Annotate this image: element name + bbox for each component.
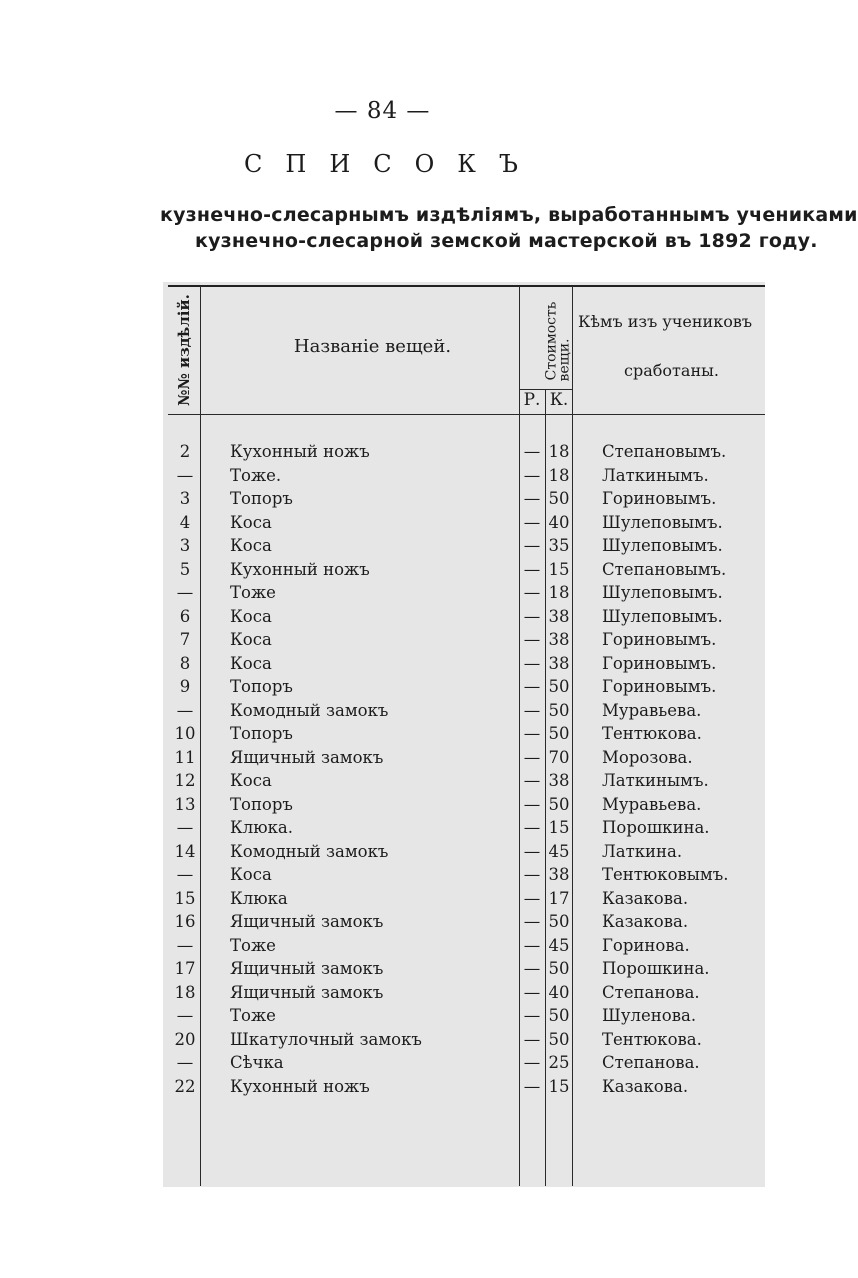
item-rubles: — — [523, 465, 541, 485]
item-kopecks: 50 — [548, 677, 570, 696]
header-cost: Стоимость — [543, 301, 560, 381]
table-row — [0, 513, 765, 537]
table-row — [0, 1053, 765, 1077]
item-rubles: — — [523, 888, 541, 908]
item-number: — — [176, 465, 194, 485]
item-rubles: — — [523, 747, 541, 767]
item-number: 17 — [174, 959, 196, 978]
item-number: 16 — [174, 912, 196, 931]
item-rubles: — — [523, 583, 541, 602]
item-number: 12 — [174, 771, 196, 790]
item-rubles: — — [523, 700, 541, 720]
item-number: 9 — [179, 677, 191, 696]
table-row — [0, 748, 765, 772]
item-maker: Горинова. — [602, 935, 690, 955]
item-name: Кухонный ножъ — [230, 1076, 370, 1096]
item-kopecks: 50 — [548, 959, 570, 978]
item-kopecks: 18 — [548, 442, 570, 461]
item-name: Коса — [230, 630, 272, 649]
item-maker: Казакова. — [602, 888, 689, 908]
item-number: 3 — [179, 536, 191, 555]
header-who: Кѣмъ изъ учениковъ — [578, 312, 753, 331]
item-rubles: — — [523, 794, 541, 814]
item-name: Коса — [230, 536, 272, 555]
item-name: Топоръ — [230, 794, 293, 814]
item-rubles: — — [523, 959, 541, 978]
item-name: Комодный замокъ — [230, 841, 389, 861]
item-number: 20 — [174, 1029, 196, 1049]
item-maker: Латкина. — [602, 841, 683, 861]
item-kopecks: 50 — [548, 1006, 570, 1025]
table-row — [0, 1030, 765, 1054]
item-kopecks: 15 — [548, 1076, 570, 1096]
table-row — [0, 983, 765, 1007]
item-rubles: — — [523, 771, 541, 790]
item-name: Коса — [230, 606, 272, 626]
table-row — [0, 795, 765, 819]
item-maker: Тентюкова. — [602, 1029, 702, 1049]
item-number: 11 — [174, 747, 196, 767]
item-kopecks: 50 — [548, 794, 570, 814]
item-kopecks: 17 — [548, 888, 570, 908]
item-name: Шкатулочный замокъ — [230, 1029, 422, 1049]
item-maker: Морозова. — [602, 747, 693, 767]
page-number: — 84 — — [334, 98, 431, 124]
item-maker: Муравьева. — [602, 700, 702, 720]
table-row — [0, 654, 765, 678]
table-row — [0, 630, 765, 654]
item-kopecks: 50 — [548, 1029, 570, 1049]
table-row — [0, 771, 765, 795]
item-maker: Порошкина. — [602, 818, 710, 837]
table-row — [0, 536, 765, 560]
item-maker: Казакова. — [602, 912, 689, 931]
item-rubles: — — [523, 865, 541, 884]
item-maker: Степанова. — [602, 982, 700, 1002]
item-number: — — [176, 1053, 194, 1072]
item-number: 18 — [174, 982, 196, 1002]
item-maker: Гориновымъ. — [602, 653, 717, 673]
item-kopecks: 40 — [548, 982, 570, 1002]
item-rubles: — — [523, 606, 541, 626]
subtitle-line-2: кузнечно-слесарной земской мастерской въ 1892 году. — [195, 230, 818, 252]
item-maker: Тентюковымъ. — [602, 865, 729, 884]
item-kopecks: 38 — [548, 653, 570, 673]
item-number: — — [176, 700, 194, 720]
item-rubles: — — [523, 912, 541, 931]
table-row — [0, 560, 765, 584]
item-name: Клюка. — [230, 818, 294, 837]
item-rubles: — — [523, 724, 541, 743]
item-number: 14 — [174, 841, 196, 861]
item-maker: Гориновымъ. — [602, 489, 717, 508]
table-row — [0, 1006, 765, 1030]
item-rubles: — — [523, 1053, 541, 1072]
item-rubles: — — [523, 935, 541, 955]
item-number: — — [176, 1006, 194, 1025]
item-number: 6 — [179, 606, 191, 626]
item-kopecks: 40 — [548, 512, 570, 532]
item-kopecks: 50 — [548, 489, 570, 508]
table-row — [0, 607, 765, 631]
item-name: Тоже. — [230, 465, 282, 485]
item-maker: Степанова. — [602, 1053, 700, 1072]
item-kopecks: 70 — [548, 747, 570, 767]
item-maker: Гориновымъ. — [602, 677, 717, 696]
item-name: Ящичный замокъ — [230, 912, 384, 931]
item-name: Топоръ — [230, 677, 293, 696]
item-name: Тоже — [230, 583, 276, 602]
item-maker: Шулеповымъ. — [602, 536, 723, 555]
item-rubles: — — [523, 653, 541, 673]
item-kopecks: 45 — [548, 841, 570, 861]
item-number: — — [176, 935, 194, 955]
item-kopecks: 15 — [548, 559, 570, 579]
item-maker: Степановымъ. — [602, 559, 727, 579]
item-number: 15 — [174, 888, 196, 908]
item-kopecks: 50 — [548, 700, 570, 720]
item-name: Ящичный замокъ — [230, 982, 384, 1002]
item-kopecks: 50 — [548, 724, 570, 743]
item-rubles: — — [523, 512, 541, 532]
header-kop: К. — [549, 390, 569, 410]
item-rubles: — — [523, 677, 541, 696]
item-rubles: — — [523, 1076, 541, 1096]
item-rubles: — — [523, 442, 541, 461]
item-number: — — [176, 818, 194, 837]
item-rubles: — — [523, 489, 541, 508]
item-name: Клюка — [230, 888, 288, 908]
item-name: Топоръ — [230, 724, 293, 743]
item-maker: Порошкина. — [602, 959, 710, 978]
item-name: Коса — [230, 512, 272, 532]
item-name: Ящичный замокъ — [230, 959, 384, 978]
table-row — [0, 677, 765, 701]
table-row — [0, 936, 765, 960]
item-name: Тоже — [230, 1006, 276, 1025]
header-number: №№ издѣлiй. — [175, 294, 194, 406]
item-name: Коса — [230, 865, 272, 884]
item-number: 10 — [174, 724, 196, 743]
item-number: 5 — [179, 559, 191, 579]
table-row — [0, 912, 765, 936]
item-kopecks: 18 — [548, 583, 570, 602]
item-number: — — [176, 583, 194, 602]
table-row — [0, 865, 765, 889]
item-number: 2 — [179, 442, 191, 461]
item-number: 7 — [179, 630, 191, 649]
item-number: 8 — [179, 653, 191, 673]
header-who-continued: сработаны. — [624, 361, 719, 380]
item-name: Тоже — [230, 935, 276, 955]
table-row — [0, 842, 765, 866]
item-name: Коса — [230, 771, 272, 790]
item-name: Топоръ — [230, 489, 293, 508]
item-maker: Казакова. — [602, 1076, 689, 1096]
item-name: Кухонный ножъ — [230, 559, 370, 579]
item-maker: Латкинымъ. — [602, 465, 709, 485]
item-maker: Латкинымъ. — [602, 771, 709, 790]
item-rubles: — — [523, 1029, 541, 1049]
item-name: Сѣчка — [230, 1053, 284, 1072]
table-row — [0, 1077, 765, 1101]
item-name: Кухонный ножъ — [230, 442, 370, 461]
item-number: — — [176, 865, 194, 884]
item-kopecks: 35 — [548, 536, 570, 555]
table-row — [0, 889, 765, 913]
item-rubles: — — [523, 841, 541, 861]
item-name: Комодный замокъ — [230, 700, 389, 720]
item-number: 3 — [179, 489, 191, 508]
item-name: Ящичный замокъ — [230, 747, 384, 767]
document-title: СПИСОКЪ — [244, 150, 541, 178]
item-kopecks: 50 — [548, 912, 570, 931]
item-rubles: — — [523, 1006, 541, 1025]
item-kopecks: 15 — [548, 818, 570, 837]
item-kopecks: 38 — [548, 630, 570, 649]
item-kopecks: 38 — [548, 865, 570, 884]
table-row — [0, 818, 765, 842]
item-maker: Шуленова. — [602, 1006, 697, 1025]
item-rubles: — — [523, 630, 541, 649]
item-kopecks: 25 — [548, 1053, 570, 1072]
item-rubles: — — [523, 818, 541, 837]
table-row — [0, 442, 765, 466]
subtitle-line-1: кузнечно-слесарнымъ издѣлiямъ, выработаннымъ учениками — [160, 204, 858, 226]
item-kopecks: 38 — [548, 771, 570, 790]
item-number: 4 — [179, 512, 191, 532]
table-row — [0, 701, 765, 725]
table-rule — [168, 414, 765, 415]
item-maker: Гориновымъ. — [602, 630, 717, 649]
item-kopecks: 45 — [548, 935, 570, 955]
item-name: Коса — [230, 653, 272, 673]
table-row — [0, 959, 765, 983]
item-maker: Тентюкова. — [602, 724, 702, 743]
table-row — [0, 466, 765, 490]
table-row — [0, 724, 765, 748]
table-row — [0, 489, 765, 513]
item-rubles: — — [523, 982, 541, 1002]
table-body — [0, 442, 765, 1100]
item-kopecks: 38 — [548, 606, 570, 626]
item-number: 22 — [174, 1076, 196, 1096]
item-maker: Шулеповымъ. — [602, 606, 723, 626]
item-maker: Шулеповымъ. — [602, 512, 723, 532]
item-maker: Шулеповымъ. — [602, 583, 723, 602]
header-item: вещи. — [556, 338, 572, 382]
item-kopecks: 18 — [548, 465, 570, 485]
item-number: 13 — [174, 794, 196, 814]
header-name: Названiе вещей. — [293, 336, 452, 357]
header-rub: Р. — [523, 390, 541, 410]
item-rubles: — — [523, 536, 541, 555]
item-maker: Степановымъ. — [602, 442, 727, 461]
item-rubles: — — [523, 559, 541, 579]
table-row — [0, 583, 765, 607]
item-maker: Муравьева. — [602, 794, 702, 814]
